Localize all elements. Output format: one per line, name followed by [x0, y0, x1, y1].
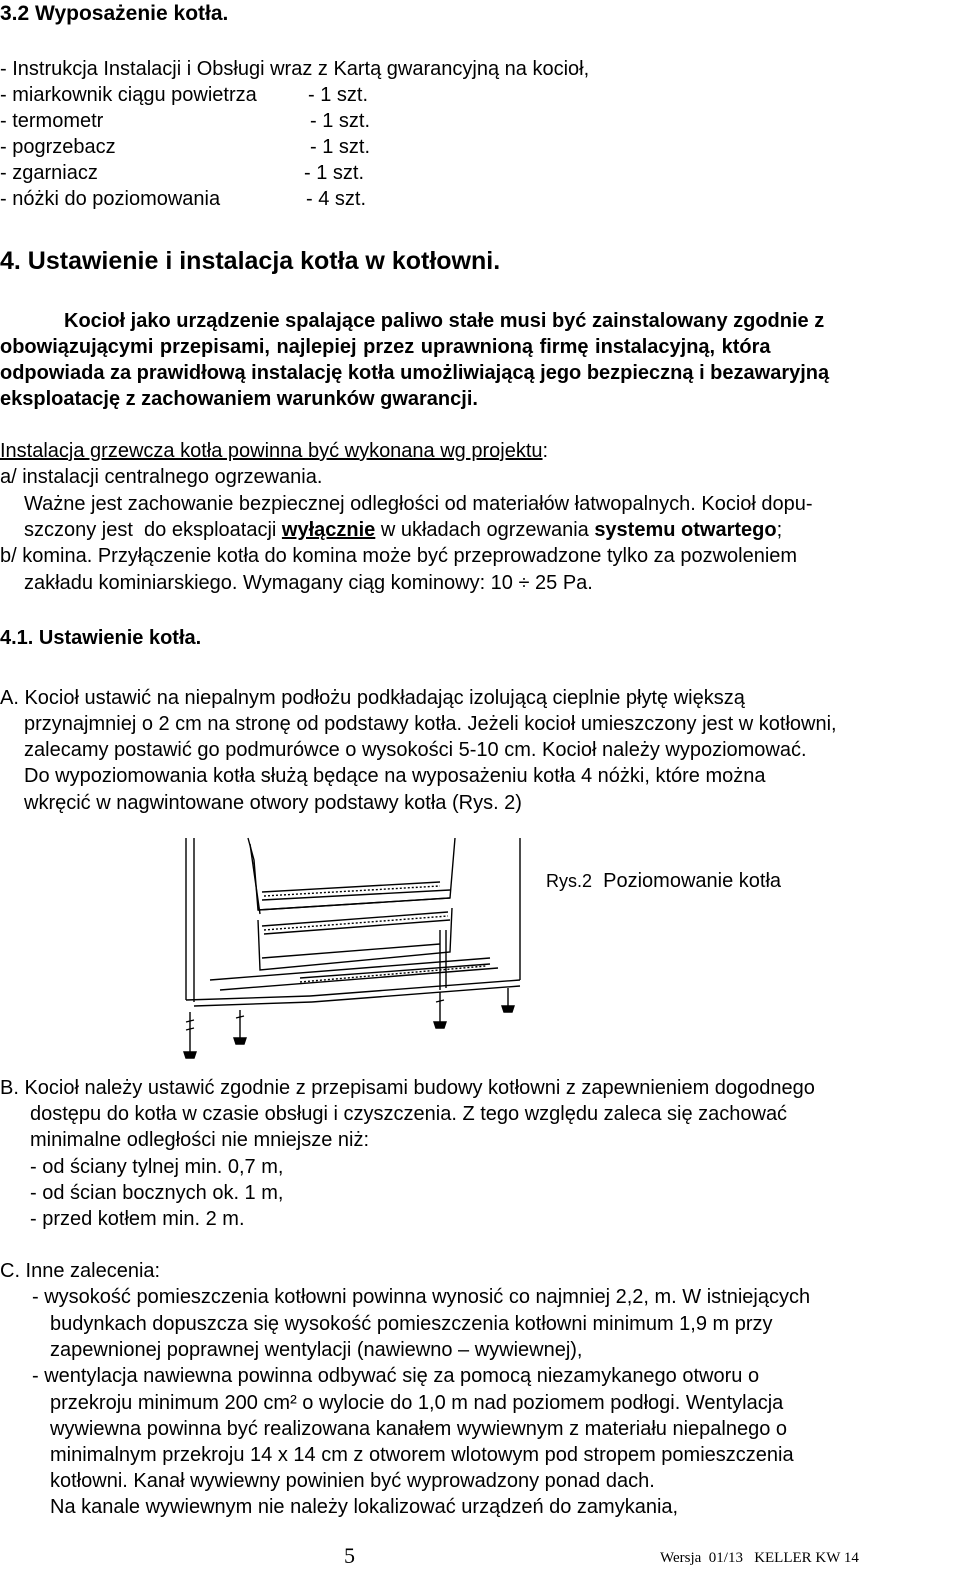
list-item: - zgarniacz - 1 szt.: [0, 162, 365, 184]
install-a-line2: szczony jest do eksploatacji wyłącznie w układach ogrzewania systemu otwartego;: [24, 519, 783, 541]
text-line: odpowiada za prawidłową instalację kotła umożliwiającą jego bezpieczną i bezawaryjną: [0, 362, 830, 384]
install-b-line2: zakładu kominiarskiego. Wymagany ciąg kominowy: 10 ÷ 25 Pa.: [24, 572, 593, 594]
text-line: minimalnym przekroju 14 x 14 cm z otworem wlotowym pod stropem pomieszczenia: [50, 1444, 794, 1466]
text-line: zapewnionej poprawnej wentylacji (nawiewno – wywiewnej),: [50, 1339, 583, 1361]
boiler-leveling-drawing: [150, 830, 530, 1070]
text-line: zalecamy postawić go podmurówce o wysokości 5-10 cm. Kocioł należy wypoziomować.: [24, 739, 807, 761]
text-line: Do wypoziomowania kotła służą będące na wyposażeniu kotła 4 nóżki, które można: [24, 765, 766, 787]
text-line: - wentylacja nawiewna powinna odbywać się za pomocą niezamykanego otworu o: [32, 1365, 760, 1387]
text-line: - od ścian bocznych ok. 1 m,: [30, 1182, 284, 1204]
install-a-line1: Ważne jest zachowanie bezpiecznej odległości od materiałów łatwopalnych. Kocioł dopu-: [24, 493, 813, 515]
list-item: - nóżki do poziomowania - 4 szt.: [0, 188, 367, 210]
install-a: a/ instalacji centralnego ogrzewania.: [0, 466, 323, 488]
text-line: Kocioł jako urządzenie spalające paliwo stałe musi być zainstalowany zgodnie z: [64, 310, 825, 332]
text-line: budynkach dopuszcza się wysokość pomieszczenia kotłowni minimum 1,9 m przy: [50, 1313, 773, 1335]
text-line: B. Kocioł należy ustawić zgodnie z przepisami budowy kotłowni z zapewnieniem dogodnego: [0, 1077, 815, 1099]
text-line: kotłowni. Kanał wywiewny powinien być wyprowadzony ponad dach.: [50, 1470, 655, 1492]
text-line: przekroju minimum 200 cm² o wylocie do 1,0 m nad poziomem podłogi. Wentylacja: [50, 1392, 784, 1414]
list-item: - Instrukcja Instalacji i Obsługi wraz z Kartą gwarancyjną na kocioł,: [0, 58, 590, 80]
heading-4-1: 4.1. Ustawienie kotła.: [0, 627, 202, 649]
text-line: eksploatację z zachowaniem warunków gwarancji.: [0, 388, 478, 410]
version-footer: Wersja 01/13 KELLER KW 14: [660, 1550, 859, 1566]
text-line: - od ściany tylnej min. 0,7 m,: [30, 1156, 284, 1178]
text-line: - wysokość pomieszczenia kotłowni powinna wynosić co najmniej 2,2, m. W istniejących: [32, 1286, 811, 1308]
install-b-line1: b/ komina. Przyłączenie kotła do komina może być przeprowadzone tylko za pozwoleniem: [0, 545, 798, 567]
text-line: minimalne odległości nie mniejsze niż:: [30, 1129, 370, 1151]
heading-3-2: 3.2 Wyposażenie kotła.: [0, 2, 229, 25]
install-intro: Instalacja grzewcza kotła powinna być wykonana wg projektu:: [0, 440, 549, 462]
text-line: wywiewna powinna być realizowana kanałem wywiewnym z materiału niepalnego o: [50, 1418, 788, 1440]
list-item: - miarkownik ciągu powietrza - 1 szt.: [0, 84, 369, 106]
paragraph-c-title: C. Inne zalecenia:: [0, 1260, 161, 1282]
text-line: dostępu do kotła w czasie obsługi i czyszczenia. Z tego względu zaleca się zachować: [30, 1103, 788, 1125]
text-line: obowiązującymi przepisami, najlepiej przez uprawnioną firmę instalacyjną, która: [0, 336, 771, 358]
list-item: - pogrzebacz - 1 szt.: [0, 136, 371, 158]
text-line: Na kanale wywiewnym nie należy lokalizować urządzeń do zamykania,: [50, 1496, 679, 1518]
text-line: przynajmniej o 2 cm na stronę od podstawy kotła. Jeżeli kocioł umieszczony jest w kotłowni,: [24, 713, 837, 735]
list-item: - termometr - 1 szt.: [0, 110, 371, 132]
text-line: wkręcić w nagwintowane otwory podstawy kotła (Rys. 2): [24, 792, 522, 814]
page-number: 5: [344, 1543, 355, 1568]
text-line: - przed kotłem min. 2 m.: [30, 1208, 245, 1230]
text-line: A. Kocioł ustawić na niepalnym podłożu podkładając izolującą cieplnie płytę większą: [0, 687, 745, 709]
heading-4: 4. Ustawienie i instalacja kotła w kotłowni.: [0, 247, 501, 275]
figure-caption: Rys.2 Poziomowanie kotła: [546, 870, 782, 892]
